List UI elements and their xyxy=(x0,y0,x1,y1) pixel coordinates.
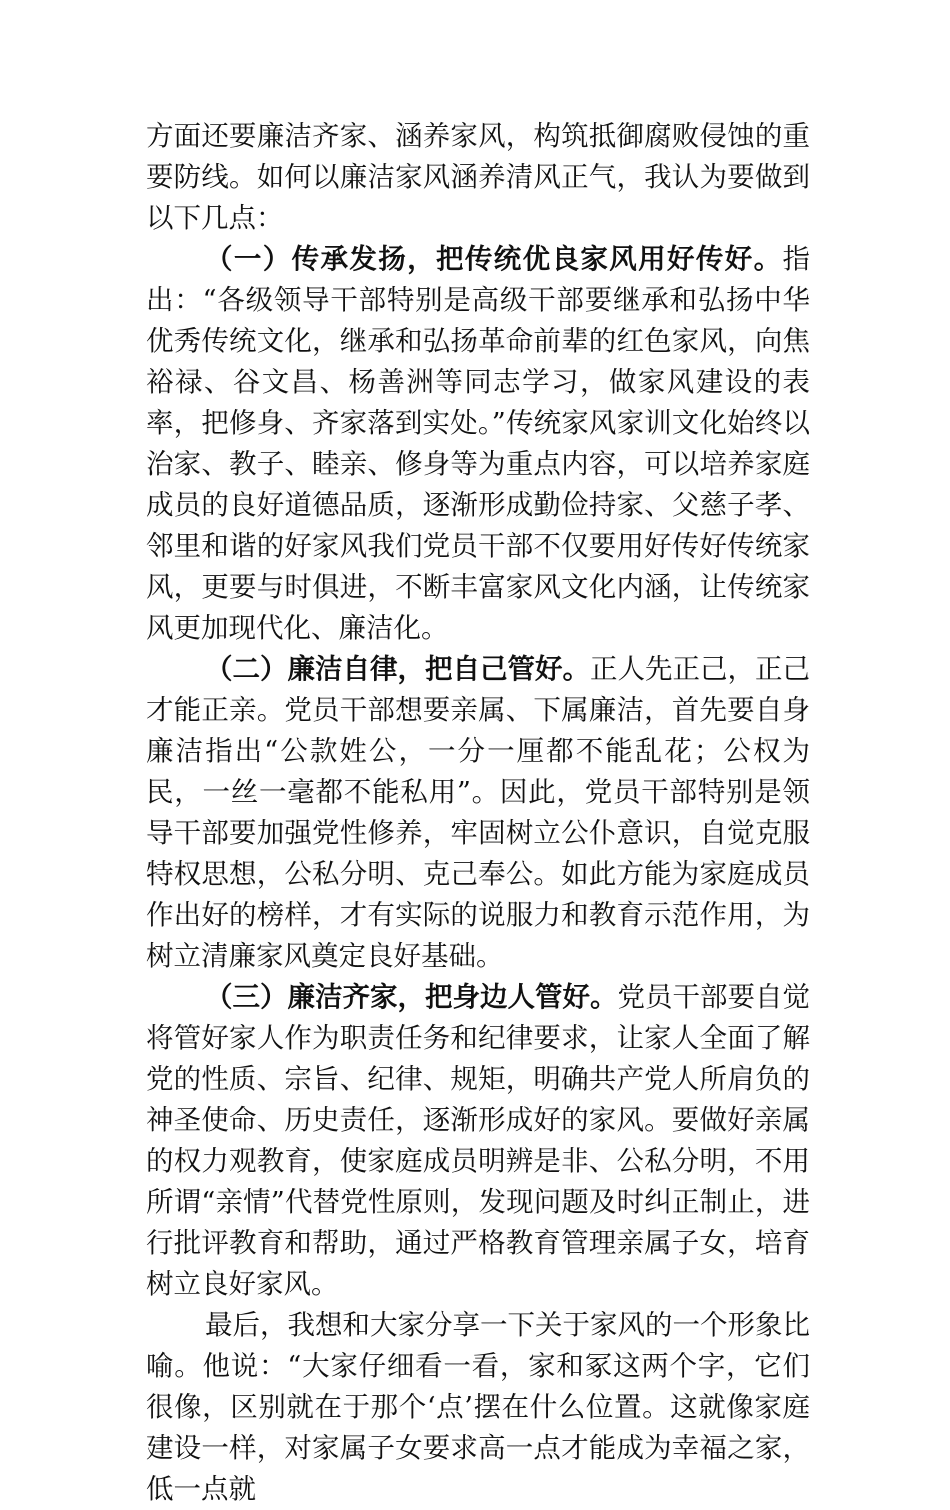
paragraph-intro xyxy=(146,116,810,239)
paragraph-text: 指出：“各级领导干部特别是高级干部要继承和弘扬中华优秀传统文化，继承和弘扬革命前辈的红色家风，向焦裕禄、谷文昌、杨善洲等同志学习，做家风建设的表率，把修身、齐家落到实处。”传统家风家训文化始终以治家、教子、睦亲、修身等为重点内容，可以培养家庭成员的良好道德品质，逐渐形成勤俭持家、父慈子孝、邻里和谐的好家风我们党员干部不仅要用好传好传统家风，更要与时俱进，不断丰富家风文化内涵，让传统家风更加现代化、廉洁化。 xyxy=(146,243,810,644)
section-heading: （二）廉洁自律，把自己管好。 xyxy=(205,653,590,685)
document-body xyxy=(146,116,810,1510)
paragraph-text: 正人先正己，正己才能正亲。党员干部想要亲属、下属廉洁，首先要自身廉洁指出“公款姓公，一分一厘都不能乱花；公权为民，一丝一毫都不能私用”。因此，党员干部特别是领导干部要加强党性修养，牢固树立公仆意识，自觉克服特权思想，公私分明、克己奉公。如此方能为家庭成员作出好的榜样，才有实际的说服力和教育示范作用，为树立清廉家风奠定良好基础。 xyxy=(146,653,810,972)
paragraph-section-1 xyxy=(146,239,810,649)
paragraph-closing xyxy=(146,1305,810,1510)
section-heading: （三）廉洁齐家，把身边人管好。 xyxy=(205,981,618,1013)
section-heading: （一）传承发扬，把传统优良家风用好传好。 xyxy=(205,243,783,275)
paragraph-section-3 xyxy=(146,977,810,1305)
paragraph-section-2 xyxy=(146,649,810,977)
paragraph-text: 党员干部要自觉将管好家人作为职责任务和纪律要求，让家人全面了解党的性质、宗旨、纪律、规矩，明确共产党人所肩负的神圣使命、历史责任，逐渐形成好的家风。要做好亲属的权力观教育，使家庭成员明辨是非、公私分明，不用所谓“亲情”代替党性原则，发现问题及时纠正制止，进行批评教育和帮助，通过严格教育管理亲属子女，培育树立良好家风。 xyxy=(146,981,810,1300)
paragraph-text: 方面还要廉洁齐家、涵养家风，构筑抵御腐败侵蚀的重要防线。如何以廉洁家风涵养清风正气，我认为要做到以下几点： xyxy=(146,120,810,234)
paragraph-text: 最后，我想和大家分享一下关于家风的一个形象比喻。他说：“大家仔细看一看，家和冢这两个字，它们很像，区别就在于那个‘点’摆在什么位置。这就像家庭建设一样，对家属子女要求高一点才能成为幸福之家，低一点就 xyxy=(146,1309,810,1505)
